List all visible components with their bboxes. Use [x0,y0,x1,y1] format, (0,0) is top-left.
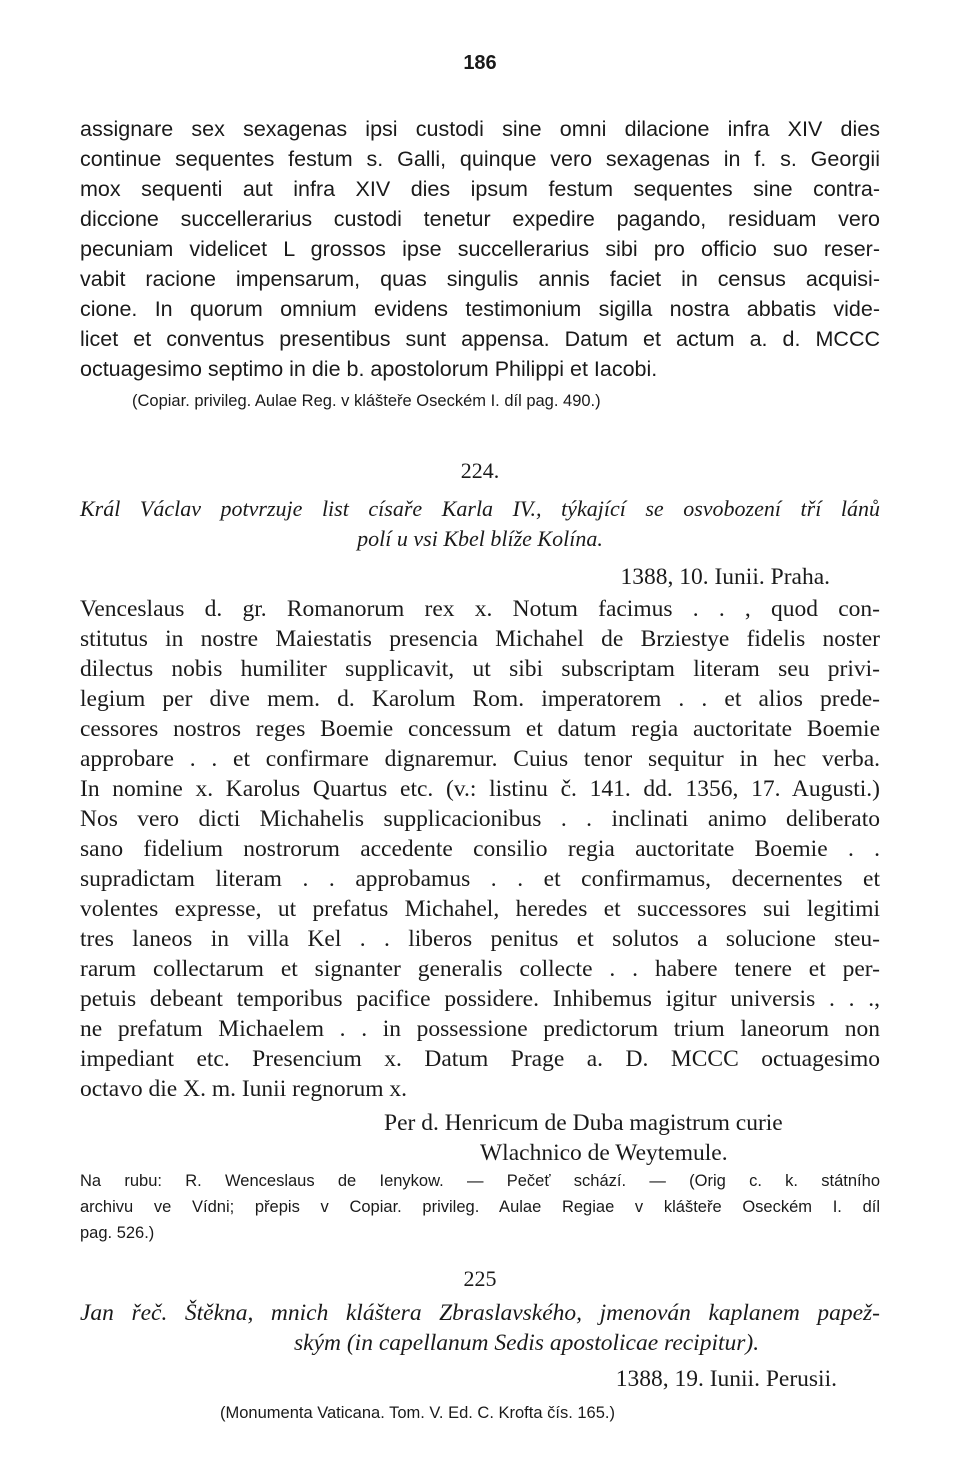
text-line: mox sequenti aut infra XIV dies ipsum festum sequentes sine contra- [80,177,880,201]
signature-line: Wlachnico de Weytemule. [480,1140,728,1166]
page-number: 186 [463,52,497,74]
text-line: legium per dive mem. d. Karolum Rom. imperatorem . . et alios prede- [80,686,880,712]
document-title: ským (in capellanum Sedis apostolicae recipitur). [294,1330,760,1356]
text-line: dilectus nobis humiliter supplicavit, ut sibi subscriptam literam seu privi- [80,656,880,682]
source-citation: (Monumenta Vaticana. Tom. V. Ed. C. Krofta čís. 165.) [220,1404,615,1422]
text-line: Nos vero dicti Michahelis supplicacionibus . . inclinati animo deliberato [80,806,880,832]
text-line: Venceslaus d. gr. Romanorum rex x. Notum facimus . . , quod con- [80,596,880,622]
text-line: cessores nostros reges Boemie concessum et datum regia auctoritate Boemie [80,716,880,742]
text-line: pecuniam videlicet L grossos ipse succellerarius sibi pro officio suo reser- [80,237,880,261]
text-line: supradictam literam . . approbamus . . et confirmamus, decernentes et [80,866,880,892]
text-line: approbare . . et confirmare dignaremur. Cuius tenor sequitur in hec verba. [80,746,880,772]
source-citation: (Copiar. privileg. Aulae Reg. v klášteře Oseckém I. díl pag. 490.) [132,392,601,410]
text-line: petuis debeant temporibus pacifice possidere. Inhibemus igitur universis . . ., [80,986,880,1012]
text-line: octuagesimo septimo in die b. apostolorum Philippi et Iacobi. [80,357,658,381]
document-title: polí u vsi Kbel blíže Kolína. [357,526,603,551]
archival-note: Na rubu: R. Wenceslaus de Ienykow. — Pečeť schází. — (Orig c. k. státního [80,1172,880,1190]
text-line: assignare sex sexagenas ipsi custodi sine omni dilacione infra XIV dies [80,117,880,141]
archival-note: archivu ve Vídni; přepis v Copiar. privileg. Aulae Regiae v klášteře Oseckém I. díl [80,1198,880,1216]
text-line: continue sequentes festum s. Galli, quinque vero sexagenas in f. s. Georgii [80,147,880,171]
signature-line: Per d. Henricum de Duba magistrum curie [384,1110,783,1136]
text-line: octavo die X. m. Iunii regnorum x. [80,1076,407,1102]
text-line: volentes expresse, ut prefatus Michahel, heredes et successores sui legitimi [80,896,880,922]
text-line: licet et conventus presentibus sunt appensa. Datum et actum a. d. MCCC [80,327,880,351]
text-line: sano fidelium nostrorum accedente consilio regia auctoritate Boemie . . [80,836,880,862]
text-line: ne prefatum Michaelem . . in possessione predictorum trium laneorum non [80,1016,880,1042]
text-line: cione. In quorum omnium evidens testimonium sigilla nostra abbatis vide- [80,297,880,321]
text-line: vabit racione impensarum, quas singulis annis faciet in census acquisi- [80,267,880,291]
archival-note: pag. 526.) [80,1224,155,1242]
document-date: 1388, 19. Iunii. Perusii. [615,1366,837,1392]
document-title: Král Václav potvrzuje list císaře Karla IV., týkající se osvobození tří lánů [80,496,880,521]
text-line: In nomine x. Karolus Quartus etc. (v.: listinu č. 141. dd. 1356, 17. Augusti.) [80,776,880,802]
document-date: 1388, 10. Iunii. Praha. [620,564,830,590]
text-line: impediant etc. Presencium x. Datum Prage a. D. MCCC octuagesimo [80,1046,880,1072]
text-line: rarum collectarum et signanter generalis collecte . . habere tenere et per- [80,956,880,982]
text-line: tres laneos in villa Kel . . liberos penitus et solutos a solucione steu- [80,926,880,952]
document-title: Jan řeč. Štěkna, mnich kláštera Zbraslavského, jmenován kaplanem papež- [80,1300,880,1326]
text-line: diccione succellerarius custodi tenetur expedire pagando, residuam vero [80,207,880,231]
document-number: 225 [463,1266,497,1291]
document-number: 224. [460,458,500,483]
text-line: stitutus in nostre Maiestatis presencia Michahel de Brziestye fidelis noster [80,626,880,652]
